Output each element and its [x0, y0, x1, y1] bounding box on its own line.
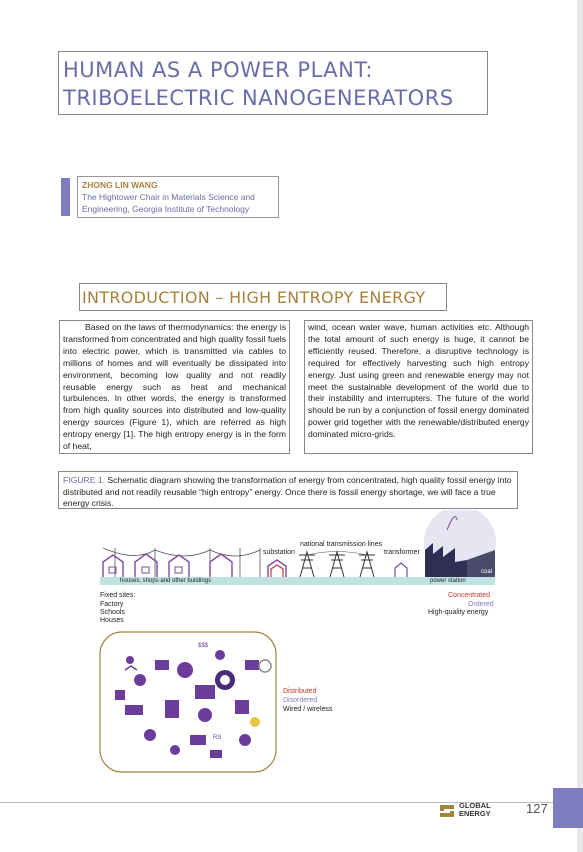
window-icon [175, 567, 182, 573]
lightbulb-icon [250, 717, 260, 727]
houses-label: houses, shops and other buildings [120, 578, 212, 584]
window-icon [142, 567, 149, 573]
power-station-label: power station [430, 578, 466, 584]
page-number: 127 [526, 801, 548, 816]
logo-line-1: GLOBAL [459, 801, 491, 810]
figure-1-diagram [95, 510, 505, 780]
coal-label: coal [481, 569, 493, 575]
distributed-panel [100, 632, 276, 772]
figure-caption [58, 471, 518, 509]
footer-accent-tab [553, 788, 583, 828]
transformer-label: transformer [384, 549, 420, 556]
power-line [103, 548, 260, 556]
section-heading: INTRODUCTION – HIGH ENTROPY ENERGY [82, 288, 426, 307]
utility-poles [115, 548, 260, 577]
factory-label: Factory [100, 601, 124, 608]
author-name: ZHONG LIN WANG [82, 180, 158, 190]
article-title-line-1: HUMAN AS A POWER PLANT: [63, 58, 373, 82]
global-energy-logo-icon [438, 803, 456, 819]
distributed-label: Distributed [283, 688, 317, 695]
figure-label: FIGURE 1. [63, 475, 106, 485]
substation-icon [271, 565, 283, 577]
high-quality-label: High-quality energy [428, 609, 489, 616]
author-affiliation-line-1: The Hightower Chair in Materials Science and [82, 192, 255, 202]
concentrated-label: Concentrated [448, 592, 491, 599]
clock-icon [220, 675, 230, 685]
figure-caption-text: Schematic diagram showing the transformation of energy from concentrated, high quality fossil energy into distributed and not readily reusable “high entropy” energy. Once there is fossil energy shortage, we will face a true energy crisis. [63, 475, 512, 509]
national-lines-label: national transmission lines [300, 541, 383, 548]
transmission-towers [299, 552, 375, 577]
section-heading-box [79, 283, 447, 311]
house-icons [103, 554, 286, 577]
author-box [77, 176, 279, 218]
body-column-right: wind, ocean water wave, human activities etc. Although the total amount of such energy is huge, it cannot be efficiently reused. Therefore, a disruptive technology is required for effectively harvesting such high entropy energy. Just using green and renewable energy may not meet the sustainable development of the world due to their instability and interrupters. The future of the world should be run by a conjunction of fossil energy dominated power grid together with the renewable/distributed energy dominated micro-grids. [304, 320, 533, 454]
disordered-label: Disordered [283, 697, 318, 704]
rs-label: RS [213, 735, 222, 741]
schools-label: Schools [100, 609, 125, 616]
article-title-line-2: TRIBOELECTRIC NANOGENERATORS [63, 86, 454, 110]
body-column-left: Based on the laws of thermodynamics: the energy is transformed from concentrated and high quality fossil fuels into electric power, which is transmitted via cables to millions of homes and will eventually be dissipated into environment, becoming low quality and not readily reusable energy such as heat and mechanical turbulences. In other words, the energy is transformed from high quality sources into distributed and low-quality energy sources (Figure 1), which are referred as high entropy energy [1]. The high entropy energy is in the form of heat, [59, 320, 290, 454]
transformer-icon [395, 563, 407, 577]
ordered-label: Ordered [468, 601, 494, 608]
author-accent-bar [61, 178, 70, 216]
fixed-sites-label: Fixed sites: [100, 592, 136, 599]
author-affiliation-line-2: Engineering, Georgia Institute of Technology [82, 204, 250, 214]
page-edge-shadow [577, 0, 583, 852]
global-energy-logo-text [459, 802, 491, 818]
money-label: $$$ [198, 643, 209, 649]
energy-diagram-svg [95, 510, 505, 780]
wired-wireless-label: Wired / wireless [283, 706, 333, 713]
article-title-box [58, 51, 488, 115]
logo-line-2: ENERGY [459, 809, 491, 818]
substation-label: substation [263, 549, 295, 556]
houses-list-label: Houses [100, 617, 124, 624]
